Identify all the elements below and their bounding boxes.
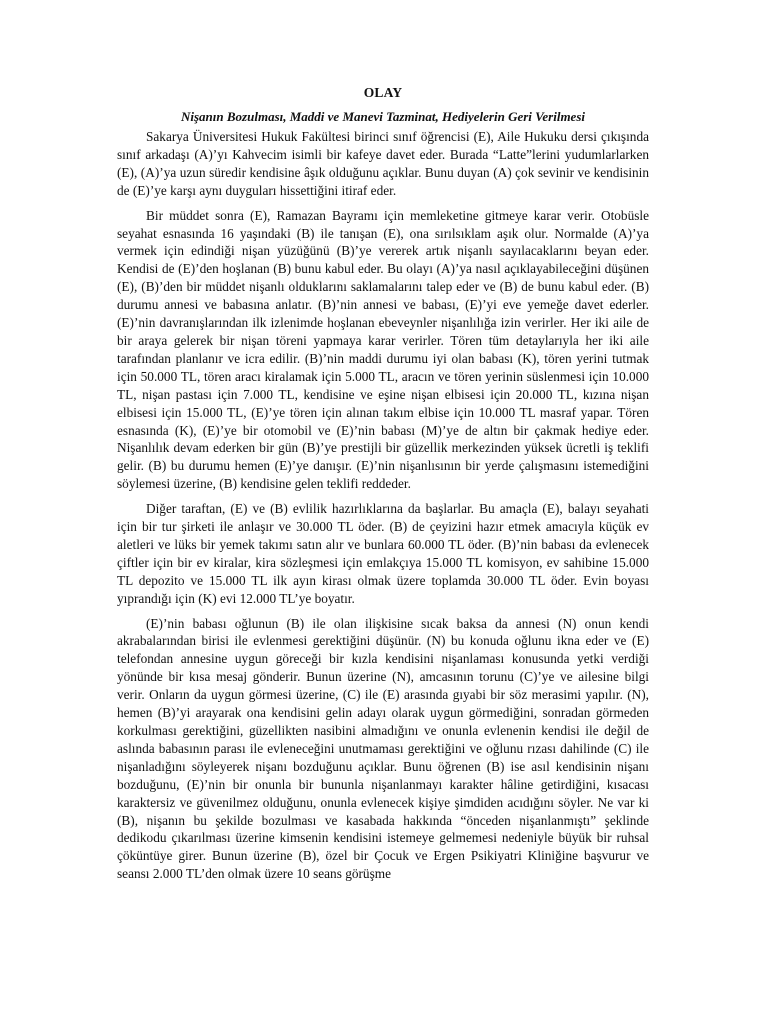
document-title: OLAY xyxy=(363,85,403,100)
paragraph-2: Bir müddet sonra (E), Ramazan Bayramı için memleketine gitmeye karar verir. Otobüsle seyahat esnasında 16 yaşındaki (B) ile tanışan (E), ona sırılsıklam aşık olur. Normalde (A)’ya vermek için edindiği nişan yüzüğünü (B)’ye vererek artık nişanlı sayılacaklarını beyan eder. Kendisi de (E)’den hoşlanan (B) bunu kabul eder. Bu olayı (A)’ya nasıl açıklayabileceğini düşünen (E), (B)’den bir müddet nişanlı olduklarını saklamalarını talep eder ve (B) de bunu kabul eder. (B) durumu annesi ve babasına anlatır. (B)’nin annesi ve babası, (E)’yi eve yemeğe davet ederler. (E)’nin davranışlarından ilk izlenimde hoşlanan ebeveynler nişanlılığa izin verirler. Her iki aile de bir araya gelerek bir nişan töreni yapmaya karar verirler. Tören tüm detaylarıyla her iki aile tarafından planlanır ve icra edilir. (B)’nin maddi durumu iyi olan babası (K), tören yerini tutmak için 50.000 TL, tören aracı kiralamak için 5.000 TL, aracın ve tören yerinin süslenmesi için 10.000 TL, nişan pastası için 7.000 TL, kendisine ve eşine nişan elbisesi için 20.000 TL, kızına nişan elbisesi için 15.000 TL, (E)’ye tören için alınan takım elbise için 10.000 TL masraf yapar. Tören esnasında (K), (E)’ye bir otomobil ve (E)’nin babası (M)’ye de altın bir çakmak hediye eder. Nişanlılık devam ederken bir gün (B)’ye prestijli bir güzellik merkezinden yüksek ücretli iş teklifi gelir. (B) bu durumu hemen (E)’ye danışır. (E)’nin nişanlısının bir yerde çalışmasını istemediğini söylemesi üzerine, (B) kendisine gelen teklifi reddeder. xyxy=(117,207,649,492)
paragraph-1: Sakarya Üniversitesi Hukuk Fakültesi birinci sınıf öğrencisi (E), Aile Hukuku dersi çıkışında sınıf arkadaşı (A)’yı Kahvecim isimli bir kafeye davet eder. Burada “Latte”lerini yudumlarlarken (E), (A)’ya uzun süredir kendisine âşık olduğunu açıklar. Bunu duyan (A) çok sevinir ve kendisinin de (E)’ye karşı aynı duyguları hissettiğini itiraf eder. xyxy=(117,129,649,198)
document-body xyxy=(117,84,649,883)
paragraph-4: (E)’nin babası oğlunun (B) ile olan ilişkisine sıcak baksa da annesi (N) onun kendi akrabalarından birisi ile evlenmesi gerektiğini düşünür. (N) bu konuda oğlunu ikna eder ve (E) telefondan annesine uygun göreceği bir kızla kendisini nişanlaması konusunda yetki verdiği yönünde bir kısa mesaj gönderir. Bunun üzerine (N), amcasının torunu (C)’ye ve ailesine bilgi verir. Onların da uygun görmesi üzerine, (C) ile (E) arasında gıyabi bir söz merasimi yapılır. (N), hemen (B)’yi arayarak ona kendisini gelin adayı olarak uygun görmediğini, sonradan görmeden korkulması gerektiğini, güzellikten nasibini almadığını ve onunla evlenenin kendisi ile değil de aslında babasının parası ile evleneceğini unutmaması gerektiğini ve oğlunu rızası dahilinde (C) ile nişanladığını söyleyerek nişanı bozduğunu açıklar. Bunu öğrenen (B) ise asıl kendisinin nişanı bozduğunu, (E)’nin bir onunla bir bununla nişanlanmayı karakter hâline getirdiğini, kısacası karaktersiz ve güvenilmez olduğunu, onunla evlenecek kişiye şimdiden acıdığını söyler. Ne var ki (B), nişanın bu şekilde bozulması ve kasabada hakkında “önceden nişanlanmıştı” şeklinde dedikodu çıkarılması üzerine kimsenin kendisini istemeye gelmemesi nedeniyle büyük bir ruhsal çöküntüye girer. Bunun üzerine (B), özel bir Çocuk ve Ergen Psikiyatri Kliniğine başvurur ve seansı 2.000 TL’den olmak üzere 10 seans görüşme xyxy=(117,615,649,882)
document-subtitle: Nişanın Bozulması, Maddi ve Manevi Tazminat, Hediyelerin Geri Verilmesi xyxy=(181,109,585,124)
paragraph-3: Diğer taraftan, (E) ve (B) evlilik hazırlıklarına da başlarlar. Bu amaçla (E), balayı seyahati için bir tur şirketi ile anlaşır ve 30.000 TL öder. (B) de çeyizini hazır etmek amacıyla küçük ev aletleri ve lüks bir yemek takımı satın alır ve bunlara 60.000 TL öder. (B)’nin babası da evlenecek çiftler için bir ev kiralar, kira sözleşmesi için emlakçıya 15.000 TL komisyon, ev sahibine 15.000 TL depozito ve 15.000 TL ilk ayın kirası olmak üzere toplamda 30.000 TL öder. Evin boyası yıprandığı için (K) evi 12.000 TL’ye boyatır. xyxy=(117,501,649,606)
